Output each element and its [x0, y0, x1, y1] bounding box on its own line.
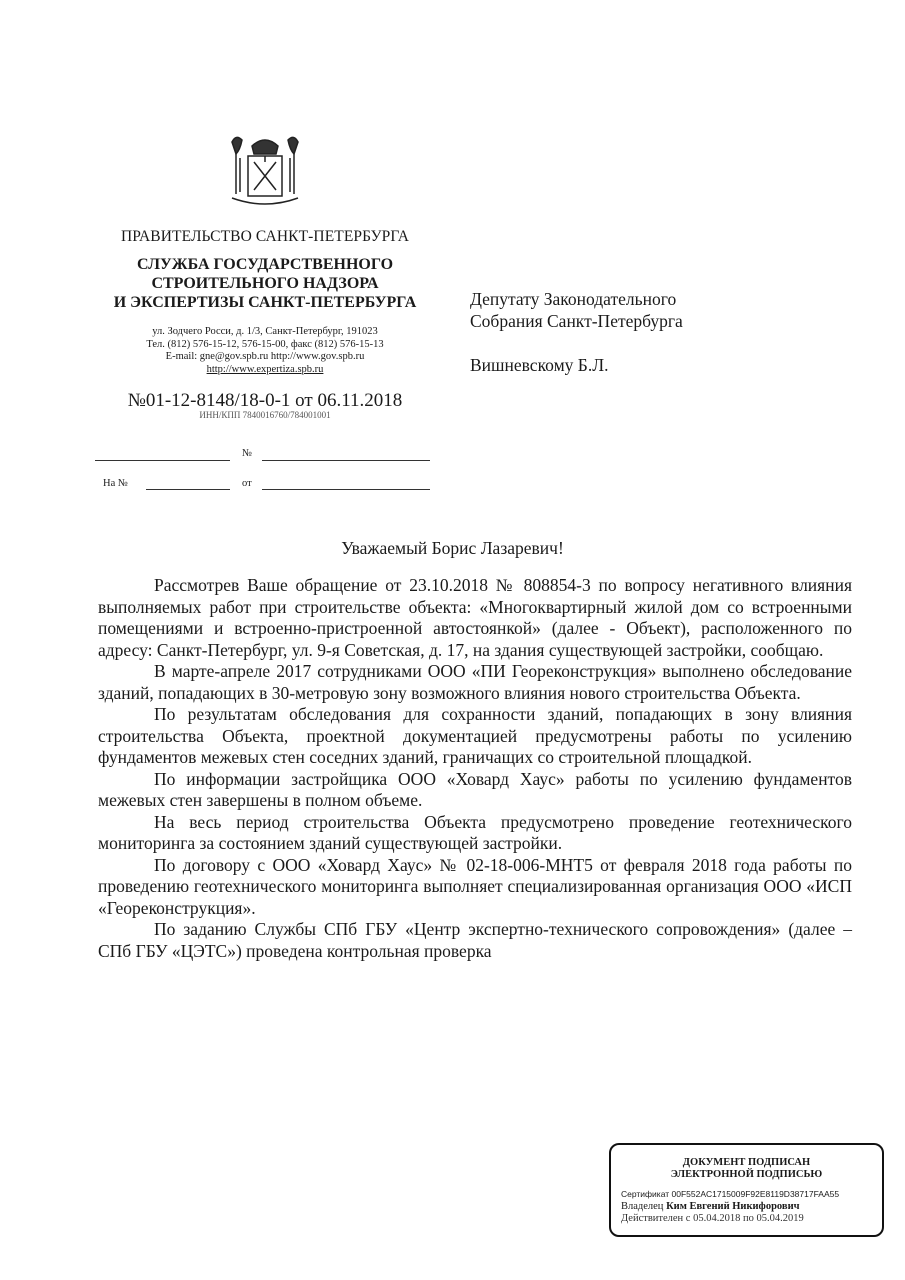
paragraph: Рассмотрев Ваше обращение от 23.10.2018 № 808854-3 по вопросу негативного влияния выполняемых работ при строительстве объекта: «Многоквартирный жилой дом со встроенными помещениями и встроенно-пристроенной автостоянкой» (далее - Объект), расположенного по адресу: Санкт-Петербург, ул. 9-я Советская, д. 17, на здания существующей застройки, сообщаю. [98, 575, 852, 660]
stamp-title-line1: ДОКУМЕНТ ПОДПИСАН [682, 1157, 811, 1168]
outgoing-date-line [95, 460, 230, 461]
reply-number-line [146, 489, 230, 490]
website-link[interactable]: http://www.expertiza.spb.ru [206, 363, 324, 375]
inn-kpp: ИНН/КПП 7840016760/784001001 [199, 410, 331, 418]
from-label: от [242, 478, 252, 489]
stamp-title-line2: ЭЛЕКТРОННОЙ ПОДПИСЬЮ [670, 1169, 823, 1180]
recipient-title-line1: Депутату Законодательного [470, 289, 677, 309]
contact-block [100, 326, 430, 376]
paragraph: На весь период строительства Объекта предусмотрено проведение геотехнического мониторинга за состоянием зданий существующей застройки. [98, 811, 852, 853]
government-name: ПРАВИТЕЛЬСТВО САНКТ-ПЕТЕРБУРГА [120, 228, 410, 245]
letter-body [98, 575, 852, 962]
recipient-name: Вишневскому Б.Л. [470, 355, 609, 375]
certificate-owner [621, 1201, 882, 1212]
electronic-signature-stamp [609, 1143, 884, 1237]
recipient-block [470, 288, 683, 376]
number-label: № [242, 448, 253, 459]
stamp-title [611, 1157, 882, 1181]
email-line: E-mail: gne@gov.spb.ru http://www.gov.spb.ru [165, 351, 365, 362]
paragraph: В марте-апреле 2017 сотрудниками ООО «ПИ Геореконструкция» выполнено обследование зданий, попадающих в 30-метровую зону возможного влияния нового строительства Объекта. [98, 661, 852, 703]
owner-name: Ким Евгений Никифорович [666, 1201, 800, 1212]
outgoing-number-line [262, 460, 430, 461]
phones: Тел. (812) 576-15-12, 576-15-00, факс (812) 576-15-13 [146, 338, 384, 350]
reply-date-line [262, 489, 430, 490]
paragraph: По информации застройщика ООО «Ховард Хаус» работы по усилению фундаментов межевых стен завершены в полном объеме. [98, 768, 852, 810]
paragraph: По результатам обследования для сохранности зданий, попадающих в зону влияния строительства Объекта, проектной документацией предусмотрены работы по усилению фундаментов межевых стен соседних зданий, граничащих со строительной площадкой. [98, 704, 852, 767]
reply-to-label: На № [103, 478, 128, 489]
organization-line: СЛУЖБА ГОСУДАРСТВЕННОГО [136, 256, 394, 273]
organization-name [100, 255, 430, 312]
registration-number: №01-12-8148/18-0-1 от 06.11.2018 [127, 390, 403, 411]
certificate-id: Сертификат 00F552AC1715009F92E8119D38717FAA55 [621, 1189, 840, 1199]
paragraph: По заданию Службы СПб ГБУ «Центр экспертно-технического сопровождения» (далее – СПб ГБУ «ЦЭТС») проведена контрольная проверка [98, 919, 852, 961]
salutation: Уважаемый Борис Лазаревич! [341, 538, 564, 558]
organization-line: И ЭКСПЕРТИЗЫ САНКТ-ПЕТЕРБУРГА [113, 294, 417, 311]
certificate-validity: Действителен с 05.04.2018 по 05.04.2019 [621, 1213, 804, 1224]
coat-of-arms-icon [222, 132, 308, 212]
paragraph: По договору с ООО «Ховард Хаус» № 02-18-006-МНТ5 от февраля 2018 года работы по проведению геотехнического мониторинга выполняет специализированная организация ООО «ИСП «Геореконструкция». [98, 854, 852, 918]
address: ул. Зодчего Росси, д. 1/3, Санкт-Петербург, 191023 [152, 326, 378, 337]
owner-label: Владелец [621, 1201, 664, 1212]
organization-line: СТРОИТЕЛЬНОГО НАДЗОРА [151, 275, 379, 292]
recipient-title-line2: Собрания Санкт-Петербурга [470, 311, 683, 331]
